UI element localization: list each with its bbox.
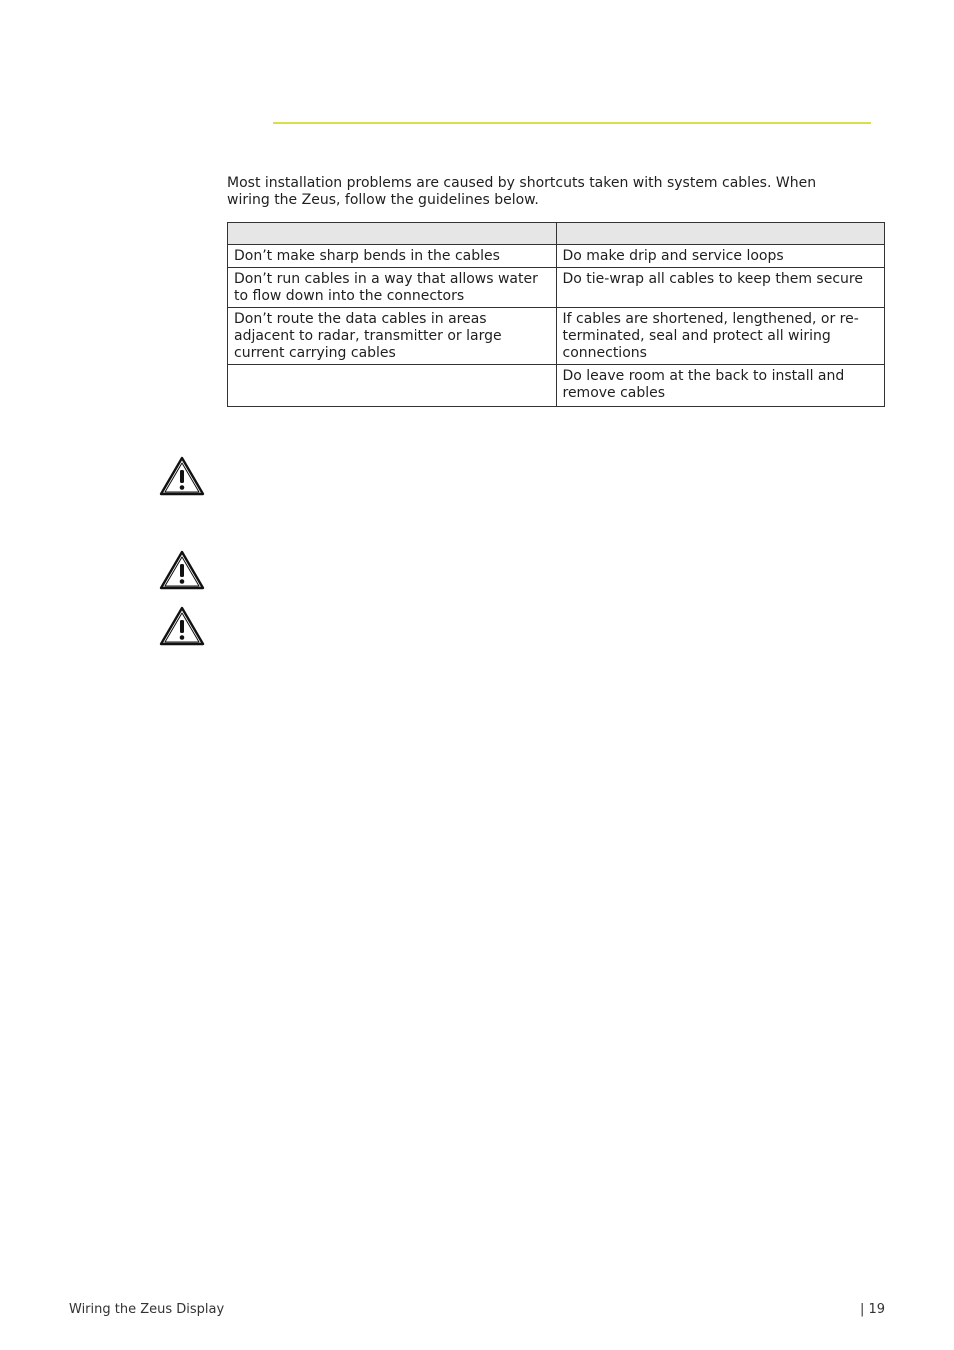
cable-guidelines-table <box>227 222 885 407</box>
dont-cell: Don’t run cables in a way that allows water to flow down into the connectors <box>228 268 557 308</box>
do-cell: Do tie-wrap all cables to keep them secure <box>556 268 885 308</box>
table-header-dont <box>228 223 557 245</box>
warning-triangle-icon <box>158 605 206 647</box>
intro-line-2: wiring the Zeus, follow the guidelines below. <box>227 192 539 208</box>
do-cell: Do make drip and service loops <box>556 245 885 268</box>
header-accent-rule <box>273 122 871 124</box>
table-header-row <box>228 223 885 245</box>
do-cell: Do leave room at the back to install and remove cables <box>556 365 885 407</box>
footer-section-title: Wiring the Zeus Display <box>69 1302 225 1317</box>
table-row <box>228 268 885 308</box>
dont-cell: Don’t make sharp bends in the cables <box>228 245 557 268</box>
intro-paragraph <box>227 175 887 209</box>
table-row <box>228 308 885 365</box>
intro-line-1: Most installation problems are caused by shortcuts taken with system cables. When <box>227 175 817 191</box>
warning-triangle-icon <box>158 549 206 591</box>
warning-triangle-icon <box>158 455 206 497</box>
do-cell: If cables are shortened, lengthened, or re-terminated, seal and protect all wiring connections <box>556 308 885 365</box>
dont-cell: Don’t route the data cables in areas adjacent to radar, transmitter or large current carrying cables <box>228 308 557 365</box>
dont-cell <box>228 365 557 407</box>
table-row <box>228 245 885 268</box>
footer-page-number: | 19 <box>859 1302 885 1317</box>
table-row <box>228 365 885 407</box>
table-header-do <box>556 223 885 245</box>
